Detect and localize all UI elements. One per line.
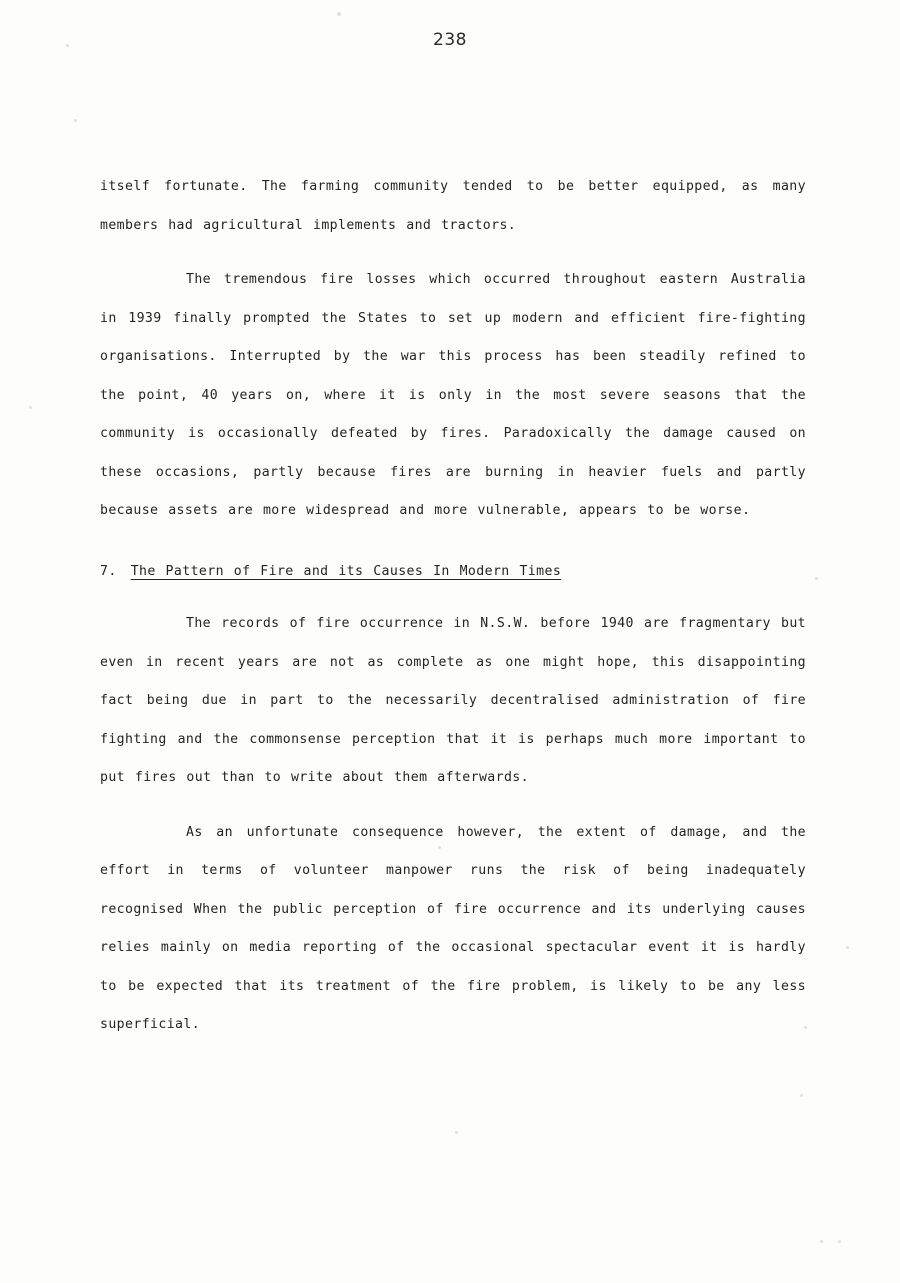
scan-speck <box>29 406 32 409</box>
scan-speck <box>800 1094 803 1097</box>
scan-speck <box>820 1240 823 1243</box>
body-text <box>100 168 806 1045</box>
scan-speck <box>337 12 341 16</box>
paragraph-4: As an unfortunate consequence however, the extent of damage, and the effort in terms of volunteer manpower runs the risk of being inadequately recognised When the public perception of fire occurrence and its underlying causes relies mainly on media reporting of the occasional spectacular event it is hardly to be expected that its treatment of the fire problem, is likely to be any less superficial. <box>100 824 806 1032</box>
section-heading <box>100 553 806 592</box>
scan-speck <box>846 946 849 949</box>
section-title: The Pattern of Fire and its Causes In Modern Times <box>130 563 562 579</box>
section-number: 7. <box>100 563 117 579</box>
scan-speck <box>838 1240 841 1243</box>
paragraph-2: The tremendous fire losses which occurred throughout eastern Australia in 1939 finally prompted the States to set up modern and efficient fire-fighting organisations. Interrupted by the war this process has been steadily refined to the point, 40 years on, where it is only in the most severe seasons that the community is occasionally defeated by fires. Paradoxically the damage caused on these occasions, partly because fires are burning in heavier fuels and partly because assets are more widespread and more vulnerable, appears to be worse. <box>100 272 806 518</box>
scan-speck <box>74 119 77 122</box>
page-number: 238 <box>433 30 467 50</box>
paragraph-1: itself fortunate. The farming community tended to be better equipped, as many members had agricultural implements and tractors. <box>100 179 806 233</box>
scan-speck <box>455 1131 458 1134</box>
scan-speck <box>66 44 69 47</box>
paragraph-3: The records of fire occurrence in N.S.W. before 1940 are fragmentary but even in recent years are not as complete as one might hope, this disappointing fact being due in part to the necessarily decentralised administration of fire fighting and the commonsense perception that it is perhaps much more important to put fires out than to write about them afterwards. <box>100 616 806 785</box>
scan-speck <box>815 577 818 580</box>
scan-speck <box>438 846 441 849</box>
scan-speck <box>804 1026 807 1029</box>
